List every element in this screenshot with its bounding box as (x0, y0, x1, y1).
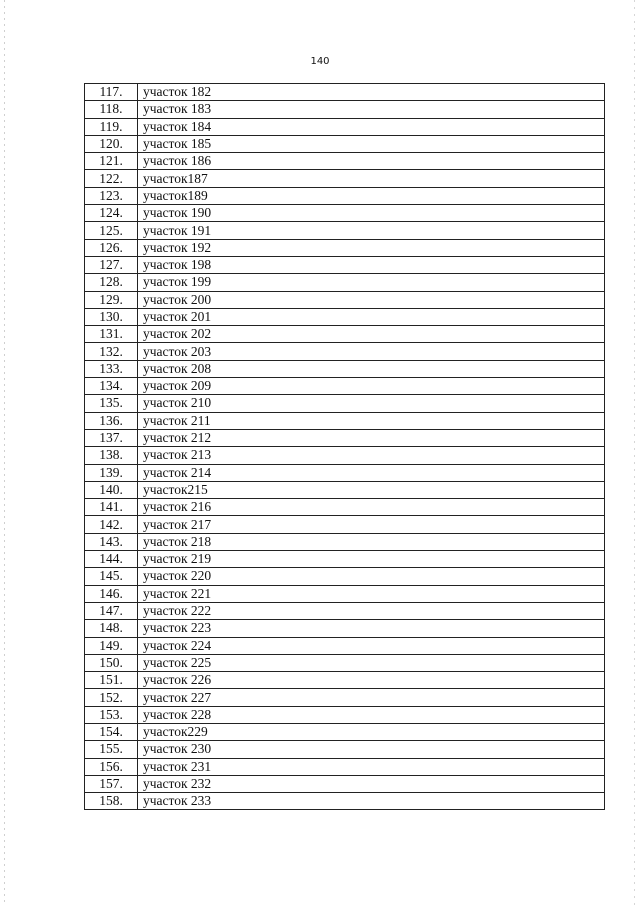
page-number: 140 (310, 56, 330, 67)
row-number-cell: 152. (85, 689, 138, 706)
row-number-cell: 122. (85, 170, 138, 187)
row-number-cell: 140. (85, 481, 138, 498)
plot-name-cell: участок 212 (138, 429, 605, 446)
table-row (85, 222, 605, 239)
plot-name-cell: участок 183 (138, 101, 605, 118)
row-number-cell: 139. (85, 464, 138, 481)
plot-name-cell: участок 186 (138, 153, 605, 170)
row-number-cell: 120. (85, 135, 138, 152)
table-row (85, 205, 605, 222)
row-number-cell: 153. (85, 706, 138, 723)
table-row (85, 101, 605, 118)
plot-name-cell: участок 233 (138, 793, 605, 810)
plot-name-cell: участок 203 (138, 343, 605, 360)
row-number-cell: 137. (85, 429, 138, 446)
table-row (85, 481, 605, 498)
plot-name-cell: участок 184 (138, 118, 605, 135)
table-row (85, 533, 605, 550)
row-number-cell: 150. (85, 654, 138, 671)
plot-name-cell: участок 219 (138, 551, 605, 568)
row-number-cell: 126. (85, 239, 138, 256)
row-number-cell: 142. (85, 516, 138, 533)
row-number-cell: 131. (85, 326, 138, 343)
row-number-cell: 149. (85, 637, 138, 654)
plot-name-cell: участок 216 (138, 499, 605, 516)
table-row (85, 239, 605, 256)
row-number-cell: 154. (85, 723, 138, 740)
row-number-cell: 133. (85, 360, 138, 377)
scan-edge-right (634, 0, 635, 905)
plot-name-cell: участок 182 (138, 84, 605, 101)
table-row (85, 118, 605, 135)
plot-name-cell: участок 190 (138, 205, 605, 222)
table-row (85, 585, 605, 602)
plot-name-cell: участок 185 (138, 135, 605, 152)
table-row (85, 516, 605, 533)
table-row (85, 672, 605, 689)
table-row (85, 153, 605, 170)
plot-name-cell: участок 221 (138, 585, 605, 602)
plot-name-cell: участок 213 (138, 447, 605, 464)
table-row (85, 620, 605, 637)
table-row (85, 723, 605, 740)
row-number-cell: 145. (85, 568, 138, 585)
row-number-cell: 121. (85, 153, 138, 170)
table-row (85, 758, 605, 775)
table-row (85, 291, 605, 308)
row-number-cell: 134. (85, 378, 138, 395)
table-row (85, 135, 605, 152)
table-row (85, 170, 605, 187)
plot-name-cell: участок 201 (138, 308, 605, 325)
row-number-cell: 146. (85, 585, 138, 602)
plot-name-cell: участок 224 (138, 637, 605, 654)
plot-name-cell: участок 191 (138, 222, 605, 239)
row-number-cell: 148. (85, 620, 138, 637)
scan-edge-left (4, 0, 5, 905)
plot-name-cell: участок 220 (138, 568, 605, 585)
plot-name-cell: участок215 (138, 481, 605, 498)
plot-name-cell: участок 217 (138, 516, 605, 533)
table-row (85, 343, 605, 360)
plot-name-cell: участок229 (138, 723, 605, 740)
row-number-cell: 118. (85, 101, 138, 118)
table-row (85, 775, 605, 792)
row-number-cell: 151. (85, 672, 138, 689)
row-number-cell: 157. (85, 775, 138, 792)
row-number-cell: 117. (85, 84, 138, 101)
row-number-cell: 158. (85, 793, 138, 810)
table-row (85, 326, 605, 343)
row-number-cell: 135. (85, 395, 138, 412)
plot-name-cell: участок187 (138, 170, 605, 187)
plot-name-cell: участок 210 (138, 395, 605, 412)
plot-name-cell: участок 218 (138, 533, 605, 550)
table-row (85, 447, 605, 464)
row-number-cell: 124. (85, 205, 138, 222)
table-row (85, 412, 605, 429)
plot-name-cell: участок 214 (138, 464, 605, 481)
row-number-cell: 138. (85, 447, 138, 464)
table-row (85, 308, 605, 325)
row-number-cell: 130. (85, 308, 138, 325)
plot-name-cell: участок 208 (138, 360, 605, 377)
table-row (85, 464, 605, 481)
row-number-cell: 136. (85, 412, 138, 429)
table-row (85, 395, 605, 412)
plot-name-cell: участок 199 (138, 274, 605, 291)
plot-name-cell: участок 200 (138, 291, 605, 308)
table-row (85, 84, 605, 101)
row-number-cell: 125. (85, 222, 138, 239)
plot-name-cell: участок 228 (138, 706, 605, 723)
table-row (85, 256, 605, 273)
row-number-cell: 129. (85, 291, 138, 308)
table-row (85, 793, 605, 810)
plot-name-cell: участок 209 (138, 378, 605, 395)
table-row (85, 689, 605, 706)
row-number-cell: 155. (85, 741, 138, 758)
row-number-cell: 143. (85, 533, 138, 550)
table-row (85, 187, 605, 204)
table-row (85, 568, 605, 585)
table-row (85, 378, 605, 395)
plot-name-cell: участок 202 (138, 326, 605, 343)
table-row (85, 499, 605, 516)
plot-name-cell: участок 231 (138, 758, 605, 775)
table-row (85, 551, 605, 568)
table-row (85, 706, 605, 723)
row-number-cell: 132. (85, 343, 138, 360)
row-number-cell: 128. (85, 274, 138, 291)
plot-name-cell: участок 225 (138, 654, 605, 671)
plots-table-body (85, 84, 605, 810)
row-number-cell: 123. (85, 187, 138, 204)
plot-name-cell: участок 223 (138, 620, 605, 637)
row-number-cell: 147. (85, 602, 138, 619)
row-number-cell: 119. (85, 118, 138, 135)
row-number-cell: 156. (85, 758, 138, 775)
plot-name-cell: участок 198 (138, 256, 605, 273)
plot-name-cell: участок 226 (138, 672, 605, 689)
table-row (85, 637, 605, 654)
plot-name-cell: участок 232 (138, 775, 605, 792)
table-row (85, 741, 605, 758)
row-number-cell: 127. (85, 256, 138, 273)
table-row (85, 654, 605, 671)
plot-name-cell: участок 222 (138, 602, 605, 619)
plot-name-cell: участок 227 (138, 689, 605, 706)
table-row (85, 429, 605, 446)
plot-name-cell: участок 192 (138, 239, 605, 256)
plot-name-cell: участок 230 (138, 741, 605, 758)
row-number-cell: 144. (85, 551, 138, 568)
table-row (85, 274, 605, 291)
table-row (85, 602, 605, 619)
plot-name-cell: участок 211 (138, 412, 605, 429)
row-number-cell: 141. (85, 499, 138, 516)
plots-table (84, 83, 605, 810)
plot-name-cell: участок189 (138, 187, 605, 204)
table-row (85, 360, 605, 377)
